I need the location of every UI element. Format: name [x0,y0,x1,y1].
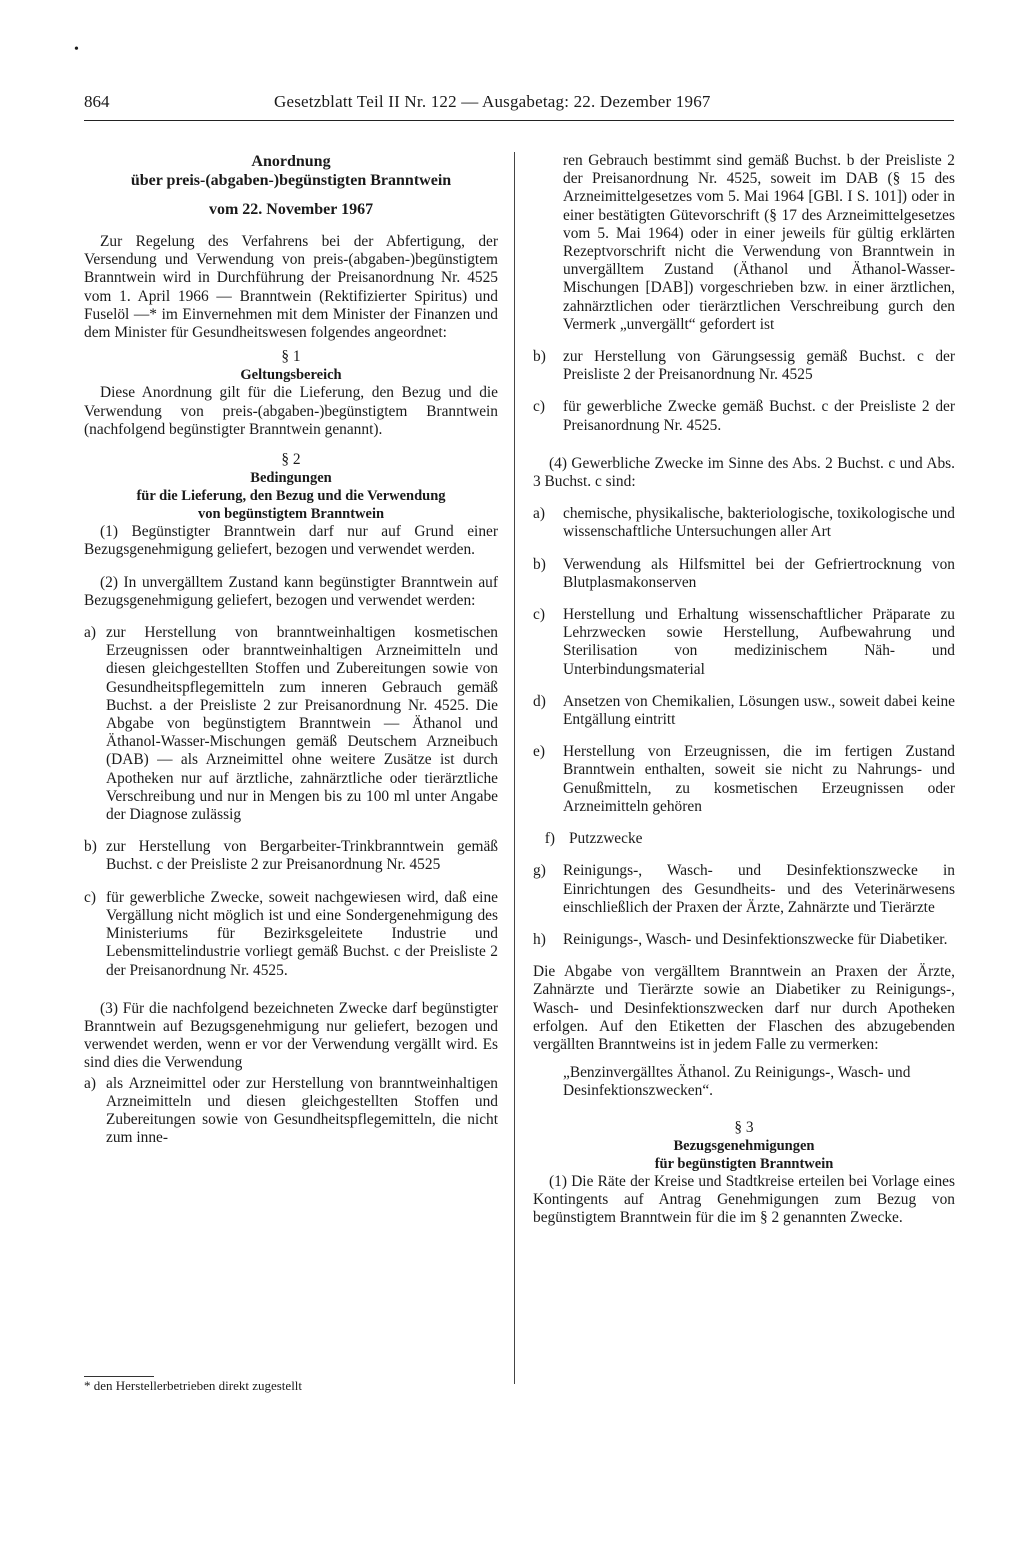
item-label: d) [533,692,546,710]
item-label: a) [84,624,96,642]
list-item [84,624,498,824]
section-2-number: § 2 [281,451,301,469]
item-text: für gewerbliche Zwecke, soweit nachgewiesen wird, daß eine Vergällung nicht möglich ist und eine Sondergenehmigung des Ministeriums für Bezirksgeleitete Industrie und Lebensmittelindustrie vorliegt gemäß Buchst. c der Preisliste 2 der Preisanordnung Nr. 4525. [106,888,498,979]
doc-date: vom 22. November 1967 [208,201,374,218]
doc-title-line2: über preis-(abgaben-)begünstigten Branntwein [130,172,452,189]
section-1-text: Diese Anordnung gilt für die Lieferung, den Bezug und die Verwendung von preis-(abgaben-)begünstigtem Branntwein (nachfolgend begünstigter Branntwein genannt). [84,384,498,438]
item-label: h) [533,930,546,948]
item-label: a) [84,1074,96,1092]
list-item [533,556,955,592]
section-2-title-2: für die Lieferung, den Bezug und die Verwendung [136,488,446,505]
list-item [533,830,955,848]
list-item [533,862,955,917]
column-divider [514,152,515,1384]
item-label: b) [533,555,546,573]
item-text: als Arzneimittel oder zur Herstellung von branntweinhaltigen Arzneimitteln und diesen gleichgestellten Stoffen und Zubereitungen sowie von Gesundheitspflegemitteln, die nicht zum inne- [106,1074,498,1147]
item-label: c) [533,606,545,624]
section-3-number: § 3 [734,1118,754,1136]
s2-para-4: (4) Gewerbliche Zwecke im Sinne des Abs. 2 Buchst. c und Abs. 3 Buchst. c sind: [533,454,955,491]
section-1-title: Geltungsbereich [240,367,342,384]
item-text-continued: ren Gebrauch bestimmt sind gemäß Buchst. b der Preisliste 2 der Preisanordnung Nr. 4525, soweit im DAB (§ 15 des Arzneimittelgesetzes vom 5. Mai 1964 [GBl. I S. 101]) oder in einer bestätigten Gütevorschrift (§ 17 des Arzneimittelgesetzes vom 5. Mai 1964) oder in einer jeweils für gültig erklärten Rezeptvorschrift nicht die Verwendung von Branntwein in unvergälltem Zustand (Äthanol und Äthanol-Wasser-Mischungen [DAB]) vorgeschrieben bzw. in einer ärztlichen, zahnärztlichen oder tierärztlichen Verschreibung gurch den Vermerk „unvergällt“ gefordert ist [563,152,955,333]
item-label: g) [533,862,546,880]
s3-para-1: (1) Die Räte der Kreise und Stadtkreise erteilen bei Vorlage eines Kontingents auf Antrag Genehmigungen zum Bezug von begünstigtem Branntwein für die im § 2 genannten Zwecke. [533,1172,955,1227]
label-quote: „Benzinvergälltes Äthanol. Zu Reinigungs-, Wasch- und Desinfektionszwecken“. [563,1064,911,1100]
item-text: chemische, physikalische, bakteriologische, toxikologische und wissenschaftliche Untersuchungen aller Art [563,505,955,541]
section-2-title-3: von begünstigtem Branntwein [197,506,385,523]
page-header [84,88,954,121]
closing-paragraph: Die Abgabe von vergälltem Branntwein an Praxen der Ärzte, Zahnärzte und Tierärzte sowie an Diabetiker zu Reinigungs-, Wasch- und Desinfektionszwecken darf nur durch Apotheken erfolgen. Auf den Etiketten der Flaschen des abzugebenden vergällten Branntweins ist in jedem Falle zu vermerken: [533,963,955,1053]
page-number: 864 [84,92,110,111]
list-item [84,1075,498,1148]
item-text: Reinigungs-, Wasch- und Desinfektionszwecke in Einrichtungen des Gesundheits- und des Veterinärwesens einschließlich der Praxen der Ärzte, Zahnärzte und Tierärzte [563,862,955,916]
item-label: f) [544,830,555,848]
running-head: Gesetzblatt Teil II Nr. 122 — Ausgabetag: 22. Dezember 1967 [274,92,711,111]
item-text: Ansetzen von Chemikalien, Lösungen usw., soweit dabei keine Entgällung eintritt [563,692,955,729]
doc-title-line1: Anordnung [251,153,331,170]
item-label: c) [84,888,96,906]
list-item [533,693,955,729]
list-item [533,398,955,434]
right-column [533,152,955,1227]
item-label: c) [533,398,545,416]
list-item [533,505,955,541]
list-item [533,931,955,949]
list-item [533,606,955,679]
section-3-title-1: Bezugsgenehmigungen [673,1137,815,1154]
list-item [533,348,955,384]
section-1-number: § 1 [281,348,301,366]
footnote: * den Herstellerbetrieben direkt zugestellt [84,1378,303,1393]
item-label: e) [533,743,545,761]
preamble: Zur Regelung des Verfahrens bei der Abfertigung, der Versendung und Verwendung von preis-(abgaben-)begünstigtem Branntwein wird in Durchführung der Preisanordnung Nr. 4525 vom 1. April 1966 — Branntwein (Rektifizierter Spiritus) und Fuselöl —* im Einvernehmen mit dem Minister der Finanzen und dem Minister für Gesundheitswesen folgendes angeordnet: [84,233,498,342]
item-text: Putzzwecke [569,830,643,848]
list-item [84,838,498,874]
s2-para-2: (2) In unvergälltem Zustand kann begünstigter Branntwein auf Bezugsgenehmigung geliefert, bezogen und verwendet werden: [84,573,498,609]
item-text: zur Herstellung von Gärungsessig gemäß Buchst. c der Preisliste 2 der Preisanordnung Nr. 4525 [563,348,955,384]
item-text: für gewerbliche Zwecke gemäß Buchst. c der Preisliste 2 der Preisanordnung Nr. 4525. [563,398,955,434]
list-item [84,889,498,980]
margin-mark: • [74,42,79,57]
item-text: Herstellung von Erzeugnissen, die im fertigen Zustand Branntwein enthalten, soweit sie nicht zu Nahrungs- und Genußmitteln, zu kosmetischen Erzeugnissen oder Arzneimitteln gehören [563,743,955,815]
item-text: Reinigungs-, Wasch- und Desinfektionszwecke für Diabetiker. [563,930,948,948]
list-item [533,743,955,816]
item-text: Herstellung und Erhaltung wissenschaftlicher Präparate zu Lehrzwecken sowie Herstellung, Aufbewahrung und Sterilisation von medizinischem Näh- und Unterbindungsmaterial [563,606,955,678]
s2-para-1: (1) Begünstigter Branntwein darf nur auf Grund einer Bezugsgenehmigung geliefert, bezogen und verwendet werden. [84,523,498,559]
item-label: b) [533,348,546,366]
section-2-title-1: Bedingungen [250,470,332,487]
section-3-title-2: für begünstigten Branntwein [654,1155,834,1172]
footnote-rule [84,1376,154,1377]
item-text: zur Herstellung von branntweinhaltigen kosmetischen Erzeugnissen oder branntweinhaltigen Arzneimitteln und diesen gleichgestellten Stoffen und Zubereitungen sowie von Gesundheitspflegemitteln zum inneren Gebrauch gemäß Buchst. a der Preisliste 2 zur Preisanordnung Nr. 4525. Die Abgabe von begünstigtem Branntwein — Äthanol und Äthanol-Wasser-Mischungen gemäß Deutschem Arzneibuch (DAB) — als Arzneimittel ohne weitere Zusätze ist durch Apotheken nur auf ärztliche, zahnärztliche oder tierärztliche Verschreibung und nur in Mengen bis zu 100 ml unter Angabe der Diagnose zulässig [106,624,498,824]
item-label: a) [533,505,545,523]
item-text: zur Herstellung von Bergarbeiter-Trinkbranntwein gemäß Buchst. c der Preisliste 2 zur Preisanordnung Nr. 4525 [106,838,498,874]
left-column [84,152,498,1147]
item-text: Verwendung als Hilfsmittel bei der Gefriertrocknung von Blutplasmakonserven [563,555,955,591]
item-label: b) [84,838,97,856]
s2-para-3: (3) Für die nachfolgend bezeichneten Zwecke darf begünstigter Branntwein auf Bezugsgenehmigung nur geliefert, bezogen und verwendet werden, wenn er vor der Verwendung vergällt wird. Es sind dies die Verwendung [84,999,498,1072]
